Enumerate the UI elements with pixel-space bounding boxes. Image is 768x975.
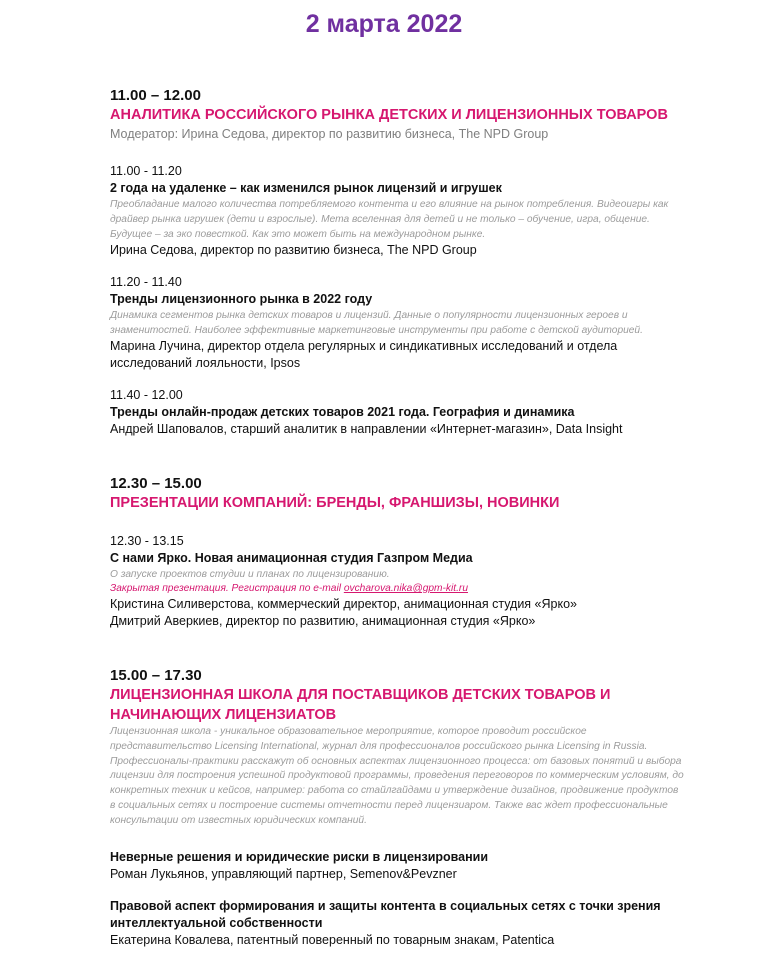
talk-title: Тренды лицензионного рынка в 2022 году: [110, 292, 373, 306]
talk-speaker: Кристина Силиверстова, коммерческий директор, анимационная студия «Ярко»: [110, 597, 577, 611]
talk-description-line: О запуске проектов студии и планах по лицензированию.: [110, 569, 390, 580]
section-title-line: ЛИЦЕНЗИОННАЯ ШКОЛА ДЛЯ ПОСТАВЩИКОВ ДЕТСКИХ ТОВАРОВ И: [110, 687, 611, 703]
section-title: ПРЕЗЕНТАЦИИ КОМПАНИЙ: БРЕНДЫ, ФРАНШИЗЫ, НОВИНКИ: [110, 495, 560, 511]
talk-speaker: Екатерина Ковалева, патентный поверенный по товарным знакам, Patentica: [110, 932, 555, 947]
talk-description-line: Преобладание малого количества потребляемого контента и его влияние на рынок потребления. Видеоигры как: [110, 199, 669, 210]
section-moderator: Модератор: Ирина Седова, директор по развитию бизнеса, The NPD Group: [110, 127, 549, 141]
talk-time: 11.40 - 12.00: [110, 388, 183, 402]
talk-description-line: знаменитостей. Наиболее эффективные маркетинговые инструменты при работе с детской аудиторией.: [110, 325, 643, 336]
talk-item: [110, 163, 720, 259]
talk-time: 12.30 - 13.15: [110, 534, 184, 548]
section-description-line: конкретных техник и кейсов, например: работа со стайлгайдами и утверждение дизайнов, продвижение продуктов: [110, 785, 679, 797]
talk-speaker: Марина Лучина, директор отдела регулярных и синдикативных исследований и отдела: [110, 339, 618, 353]
talk-speaker: Дмитрий Аверкиев, директор по развитию, анимационная студия «Ярко»: [110, 614, 536, 628]
section-title: АНАЛИТИКА РОССИЙСКОГО РЫНКА ДЕТСКИХ И ЛИЦЕНЗИОННЫХ ТОВАРОВ: [110, 107, 668, 123]
page-title: 2 марта 2022: [305, 10, 463, 38]
talk-speaker: исследований лояльности, Ipsos: [110, 356, 301, 370]
section-time: 11.00 – 12.00: [110, 87, 201, 104]
section-description-line: представительство Licensing International, журнал для профессионалов российского рынка Licensing in Russia.: [110, 740, 648, 752]
talk-item: [110, 533, 720, 630]
section-presentations: [110, 474, 720, 630]
section-description-line: лицензии для построения успешной продуктовой программы, проведения переговоров по коммерческим условиям, до: [110, 770, 684, 782]
talk-item: [110, 898, 720, 949]
talk-title: Тренды онлайн-продаж детских товаров 2021 года. География и динамика: [110, 405, 575, 419]
talk-title-line: интеллектуальной собственности: [110, 915, 323, 930]
talk-speaker: Андрей Шаповалов, старший аналитик в направлении «Интернет-магазин», Data Insight: [110, 422, 623, 436]
talk-title: 2 года на удаленке – как изменился рынок лицензий и игрушек: [110, 181, 502, 195]
talk-title: С нами Ярко. Новая анимационная студия Газпром Медиа: [110, 551, 473, 565]
talk-title: Неверные решения и юридические риски в лицензировании: [110, 849, 489, 864]
section-title-line: НАЧИНАЮЩИХ ЛИЦЕНЗИАТОВ: [110, 707, 337, 723]
section-description-line: Профессионалы-практики расскажут об основных аспектах лицензионного процесса: от базовых понятий и выбора: [110, 755, 682, 767]
talk-speaker: Роман Лукьянов, управляющий партнер, Semenov&Pevzner: [110, 866, 457, 881]
section-time: 12.30 – 15.00: [110, 475, 202, 492]
section-analytics: [110, 86, 720, 438]
registration-note-text: Закрытая презентация. Регистрация по e-mail: [110, 583, 344, 594]
section-description-line: в социальных сетях и построение системы отчетности перед лицензиаром. Также вас ждет профессиональные: [110, 799, 668, 811]
talk-item: [110, 387, 720, 438]
section-licensing-school: [110, 666, 720, 949]
talk-item: [110, 849, 720, 883]
schedule: [110, 86, 720, 949]
section-description-line: консультации от известных юридических компаний.: [110, 814, 367, 826]
talk-description-line: Динамика сегментов рынка детских товаров и лицензий. Данные о популярности лицензионных героев и: [110, 310, 628, 321]
section-time: 15.00 – 17.30: [110, 667, 202, 684]
registration-note: [110, 582, 720, 596]
talk-description-line: драйвер рынка игрушек (дети и взрослые). Мета вселенная для детей и не только – обучение, игра, общение.: [110, 214, 650, 225]
talk-item: [110, 274, 720, 372]
section-description-line: Лицензионная школа - уникальное образовательное мероприятие, которое проводит российское: [110, 726, 587, 737]
talk-description-line: Будущее – за эко повесткой. Как это может быть на международном рынке.: [110, 229, 486, 240]
talk-time: 11.20 - 11.40: [110, 275, 182, 289]
talk-title-line: Правовой аспект формирования и защиты контента в социальных сетях с точки зрения: [110, 898, 661, 913]
registration-email-link[interactable]: ovcharova.nika@gpm-kit.ru: [343, 583, 468, 594]
talk-speaker: Ирина Седова, директор по развитию бизнеса, The NPD Group: [110, 243, 477, 257]
talk-time: 11.00 - 11.20: [110, 164, 182, 178]
